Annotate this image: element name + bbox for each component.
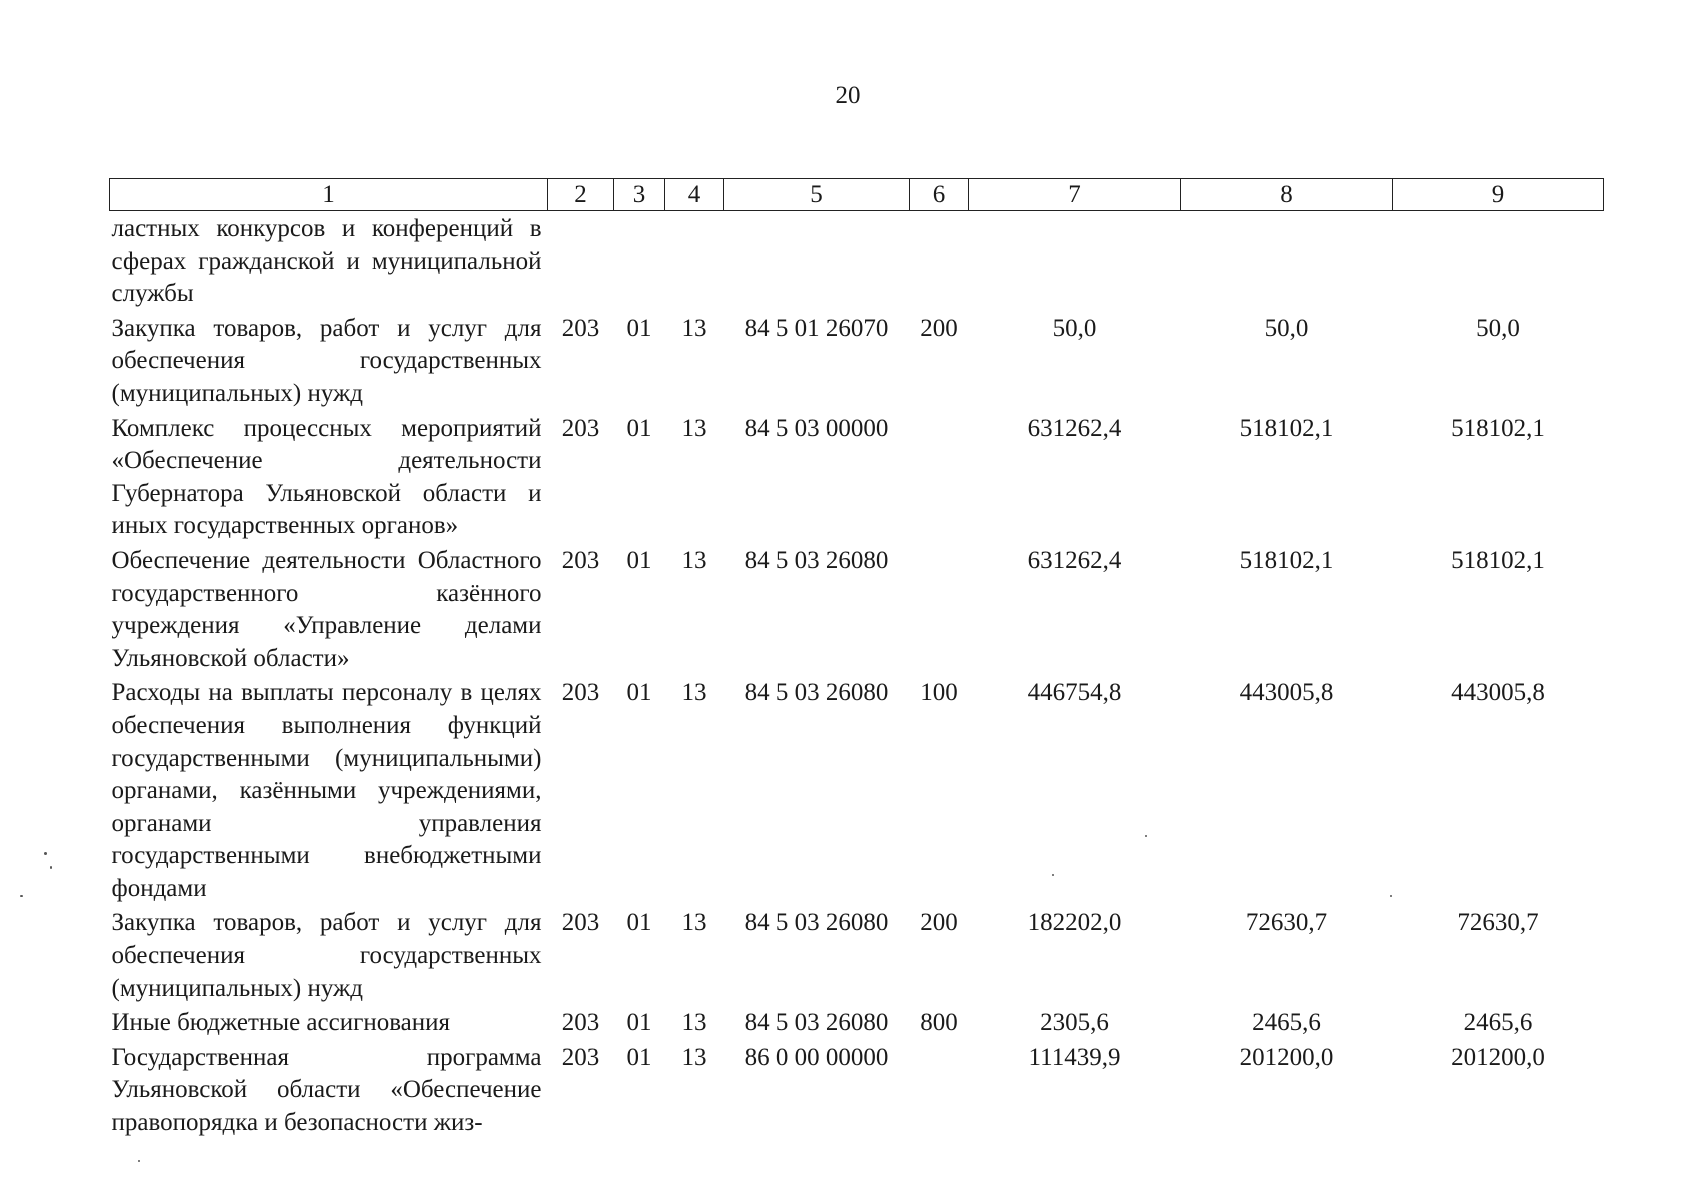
row-col-8: 201200,0 [1239,1043,1334,1071]
row-col-8: 72630,7 [1245,909,1328,937]
row-col-6 [910,411,969,543]
row-col-3: 01 [626,414,652,442]
row-col-9: 518102,1 [1451,414,1545,442]
row-name: Иные бюджетные ассигнования [111,1009,451,1037]
row-name: Государственная программа Ульяновской области «Обеспечение правопорядка и безопасности жиз- [111,1043,542,1137]
row-col-5: 84 5 03 26080 [744,679,889,707]
row-col-7: 631262,4 [1027,414,1122,442]
header-col-9: 9 [1393,179,1604,211]
row-col-8 [1181,211,1393,311]
row-col-7: 182202,0 [1027,909,1122,937]
table-body [110,211,1604,1140]
row-col-8: 50,0 [1264,314,1309,342]
row-col-9: 518102,1 [1451,546,1545,574]
scan-speck [1390,895,1392,897]
row-col-4: 13 [681,909,707,937]
table-row [110,1005,1604,1040]
row-col-2: 203 [561,1043,600,1071]
header-col-7: 7 [969,179,1181,211]
row-col-2: 203 [561,1009,600,1037]
row-col-4: 13 [681,1009,707,1037]
row-col-8: 518102,1 [1239,546,1334,574]
row-name: Закупка товаров, работ и услуг для обеспечения государственных (муниципальных) нужд [111,314,542,407]
row-name: Закупка товаров, работ и услуг для обеспечения государственных (муниципальных) нужд [111,909,542,1002]
header-col-5: 5 [724,179,910,211]
scan-speck [20,895,23,897]
scan-speck [50,866,52,869]
row-col-6: 200 [920,909,958,937]
row-col-2: 203 [561,546,600,574]
row-col-4: 13 [681,546,707,574]
header-col-2: 2 [548,179,614,211]
row-col-5: 84 5 03 26080 [744,546,889,574]
row-col-3: 01 [626,1043,652,1071]
row-col-9: 50,0 [1476,314,1520,342]
header-col-8: 8 [1181,179,1393,211]
row-name: Расходы на выплаты персоналу в целях обеспечения выполнения функций государственными (муниципальными) органами, казёнными учреждениями, органами управления государственными внебюджетными фондами [111,679,542,902]
row-col-2: 203 [561,679,600,707]
table-header [110,179,1604,211]
scan-speck [138,1160,140,1162]
row-col-6: 200 [920,314,958,342]
row-col-8: 443005,8 [1239,679,1334,707]
header-col-4: 4 [665,179,724,211]
row-col-4 [665,211,724,311]
table-row [110,905,1604,1005]
page-number: 20 [835,82,861,109]
budget-table-container [109,178,1603,1140]
row-col-9: 443005,8 [1451,679,1545,707]
row-col-3: 01 [626,314,652,342]
row-col-5: 84 5 03 26080 [744,1009,889,1037]
row-col-9: 201200,0 [1451,1043,1545,1071]
row-col-6: 800 [920,1009,958,1037]
row-col-3: 01 [626,546,652,574]
row-col-2: 203 [561,414,600,442]
header-row [110,179,1604,211]
table-row [110,675,1604,905]
row-col-5: 84 5 03 00000 [744,414,889,442]
row-col-5 [724,211,910,311]
table-row [110,311,1604,411]
header-col-1: 1 [110,179,548,211]
row-col-6 [910,211,969,311]
row-col-3: 01 [626,1009,652,1037]
row-col-3: 01 [626,679,652,707]
row-col-4: 13 [681,1043,707,1071]
row-col-7 [969,211,1181,311]
table-row [110,411,1604,543]
table-row [110,211,1604,311]
row-col-2 [548,211,614,311]
row-col-5: 84 5 01 26070 [744,314,889,342]
row-col-2: 203 [561,314,600,342]
row-col-7: 50,0 [1052,314,1097,342]
row-col-6 [910,1040,969,1140]
row-col-6 [910,543,969,675]
row-col-4: 13 [681,414,707,442]
row-col-7: 631262,4 [1027,546,1122,574]
scan-speck [1052,874,1054,876]
header-col-6: 6 [910,179,969,211]
scan-speck [1145,835,1147,837]
header-col-3: 3 [614,179,665,211]
row-col-2: 203 [561,909,600,937]
row-col-7: 2305,6 [1040,1009,1109,1037]
row-col-3 [614,211,665,311]
row-col-3: 01 [626,909,652,937]
row-col-9: 2465,6 [1463,1009,1533,1037]
row-col-8: 518102,1 [1239,414,1334,442]
row-name: ластных конкурсов и конференций в сферах гражданской и муниципальной службы [111,215,542,308]
row-col-5: 86 0 00 00000 [744,1043,889,1071]
row-col-9 [1393,211,1604,311]
row-col-6: 100 [920,679,958,707]
row-name: Комплекс процессных мероприятий «Обеспечение деятельности Губернатора Ульяновской области и иных государственных органов» [111,414,542,540]
table-row [110,1040,1604,1140]
row-name: Обеспечение деятельности Областного государственного казённого учреждения «Управление делами Ульяновской области» [111,546,542,672]
table-row [110,543,1604,675]
row-col-5: 84 5 03 26080 [744,909,889,937]
row-col-9: 72630,7 [1457,909,1539,937]
row-col-4: 13 [681,679,707,707]
row-col-8: 2465,6 [1252,1009,1321,1037]
budget-table [109,178,1604,1140]
row-col-7: 446754,8 [1027,679,1122,707]
row-col-7: 111439,9 [1028,1043,1121,1071]
scan-speck [44,852,47,855]
row-col-4: 13 [681,314,707,342]
